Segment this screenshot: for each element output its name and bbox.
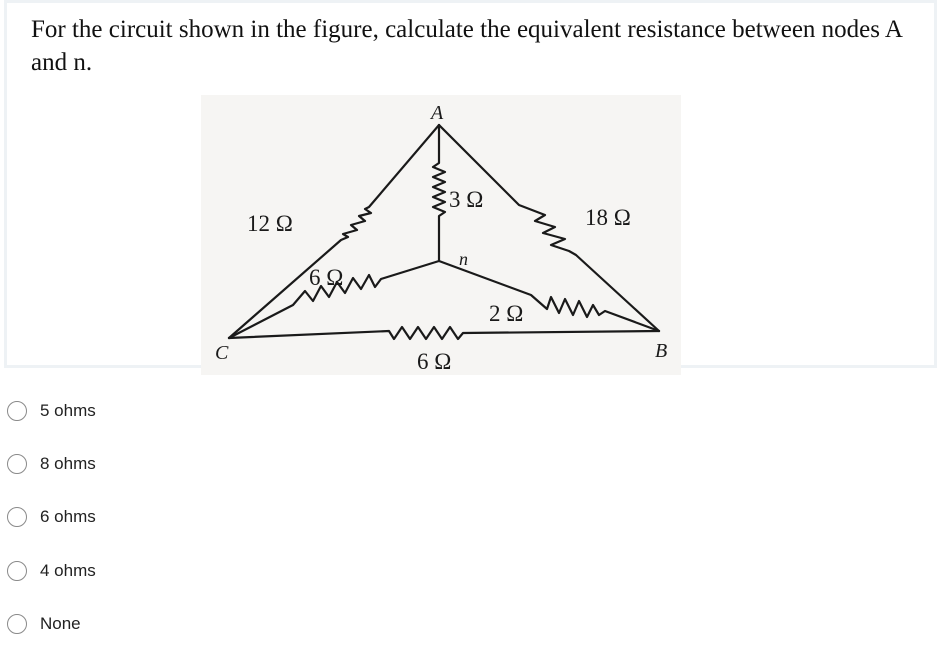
resistor-label-c-n: 6 Ω bbox=[309, 265, 344, 290]
circuit-diagram bbox=[201, 95, 681, 375]
option-label: 6 ohms bbox=[40, 507, 96, 526]
option-label: None bbox=[40, 614, 81, 633]
radio-button[interactable] bbox=[7, 454, 27, 474]
option-5-ohms[interactable] bbox=[7, 398, 307, 424]
option-6-ohms[interactable] bbox=[7, 504, 307, 530]
radio-button[interactable] bbox=[7, 507, 27, 527]
radio-button[interactable] bbox=[7, 401, 27, 421]
node-label-c: C bbox=[215, 342, 229, 364]
resistor-label-c-b: 6 Ω bbox=[417, 349, 452, 374]
option-8-ohms[interactable] bbox=[7, 451, 307, 477]
option-none[interactable] bbox=[7, 611, 307, 637]
option-label: 5 ohms bbox=[40, 401, 96, 420]
resistor-label-a-c: 12 Ω bbox=[247, 211, 293, 236]
option-label: 8 ohms bbox=[40, 454, 96, 473]
node-label-a: A bbox=[431, 102, 444, 124]
option-label: 4 ohms bbox=[40, 561, 96, 580]
question-text: For the circuit shown in the figure, calculate the equivalent resistance between nodes A and n. bbox=[31, 16, 902, 76]
resistor-label-a-b: 18 Ω bbox=[585, 205, 631, 230]
resistor-label-b-n: 2 Ω bbox=[489, 301, 524, 326]
radio-button[interactable] bbox=[7, 614, 27, 634]
radio-button[interactable] bbox=[7, 561, 27, 581]
node-label-b: B bbox=[655, 340, 668, 362]
circuit-figure bbox=[201, 95, 681, 375]
resistor-label-a-n: 3 Ω bbox=[449, 187, 484, 212]
option-4-ohms[interactable] bbox=[7, 558, 307, 584]
node-label-n: n bbox=[459, 249, 468, 269]
question-panel bbox=[4, 0, 937, 374]
